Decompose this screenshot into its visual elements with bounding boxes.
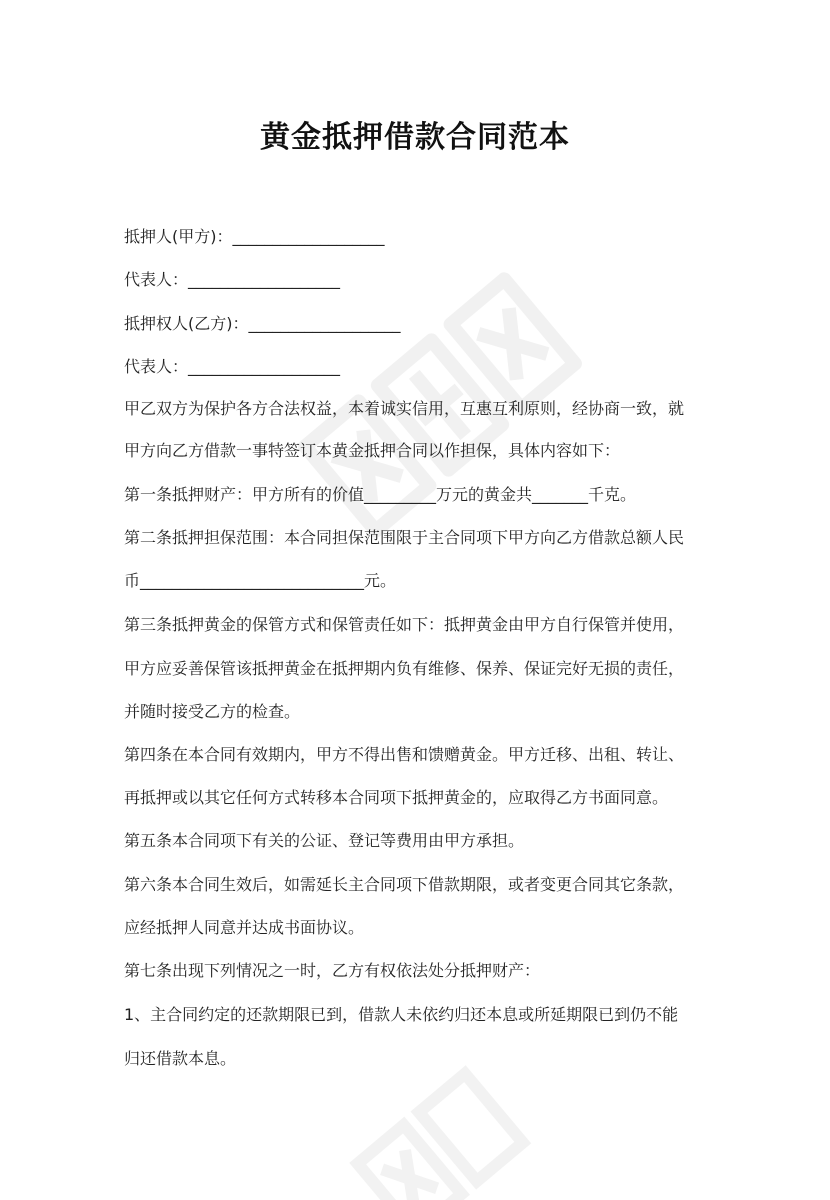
article-2-line-1: 第二条抵押担保范围：本合同担保范围限于主合同项下甲方向乙方借款总额人民 xyxy=(124,528,685,547)
article-4-line-2: 再抵押或以其它任何方式转移本合同项下抵押黄金的，应取得乙方书面同意。 xyxy=(124,788,669,807)
article-3-line-2: 甲方应妥善保管该抵押黄金在抵押期内负有维修、保养、保证完好无损的责任， xyxy=(124,659,685,678)
article-7-item-1-line-1: 1、主合同约定的还款期限已到，借款人未依约归还本息或所延期限已到仍不能 xyxy=(124,1005,679,1024)
preamble-line-2: 甲方向乙方借款一事特签订本黄金抵押合同以作担保，具体内容如下： xyxy=(124,441,621,460)
watermark-stamp-bottom xyxy=(330,1060,590,1200)
article-3-line-1: 第三条抵押黄金的保管方式和保管责任如下：抵押黄金由甲方自行保管并使用， xyxy=(124,615,685,634)
party-b-mortgagee: 抵押权人(乙方)：___________________ xyxy=(124,314,401,333)
document-title: 黄金抵押借款合同范本 xyxy=(260,120,570,155)
article-3-line-3: 并随时接受乙方的检查。 xyxy=(124,702,301,721)
article-6-line-2: 应经抵押人同意并达成书面协议。 xyxy=(124,918,365,937)
article-7-item-1-line-2: 归还借款本息。 xyxy=(124,1049,237,1068)
party-a-mortgagor: 抵押人(甲方)：___________________ xyxy=(124,227,385,246)
article-6-line-1: 第六条本合同生效后，如需延长主合同项下借款期限，或者变更合同其它条款， xyxy=(124,875,685,894)
article-1: 第一条抵押财产：甲方所有的价值_________万元的黄金共_______千克。 xyxy=(124,485,637,504)
article-2-line-2: 币____________________________元。 xyxy=(124,571,397,590)
party-b-representative: 代表人：___________________ xyxy=(124,357,341,376)
article-5: 第五条本合同项下有关的公证、登记等费用由甲方承担。 xyxy=(124,831,525,850)
article-4-line-1: 第四条在本合同有效期内，甲方不得出售和馈赠黄金。甲方迁移、出租、转让、 xyxy=(124,745,685,764)
preamble-line-1: 甲乙双方为保护各方合法权益，本着诚实信用，互惠互利原则，经协商一致，就 xyxy=(124,399,685,418)
party-a-representative: 代表人：___________________ xyxy=(124,270,341,289)
article-7: 第七条出现下列情况之一时，乙方有权依法处分抵押财产： xyxy=(124,961,541,980)
